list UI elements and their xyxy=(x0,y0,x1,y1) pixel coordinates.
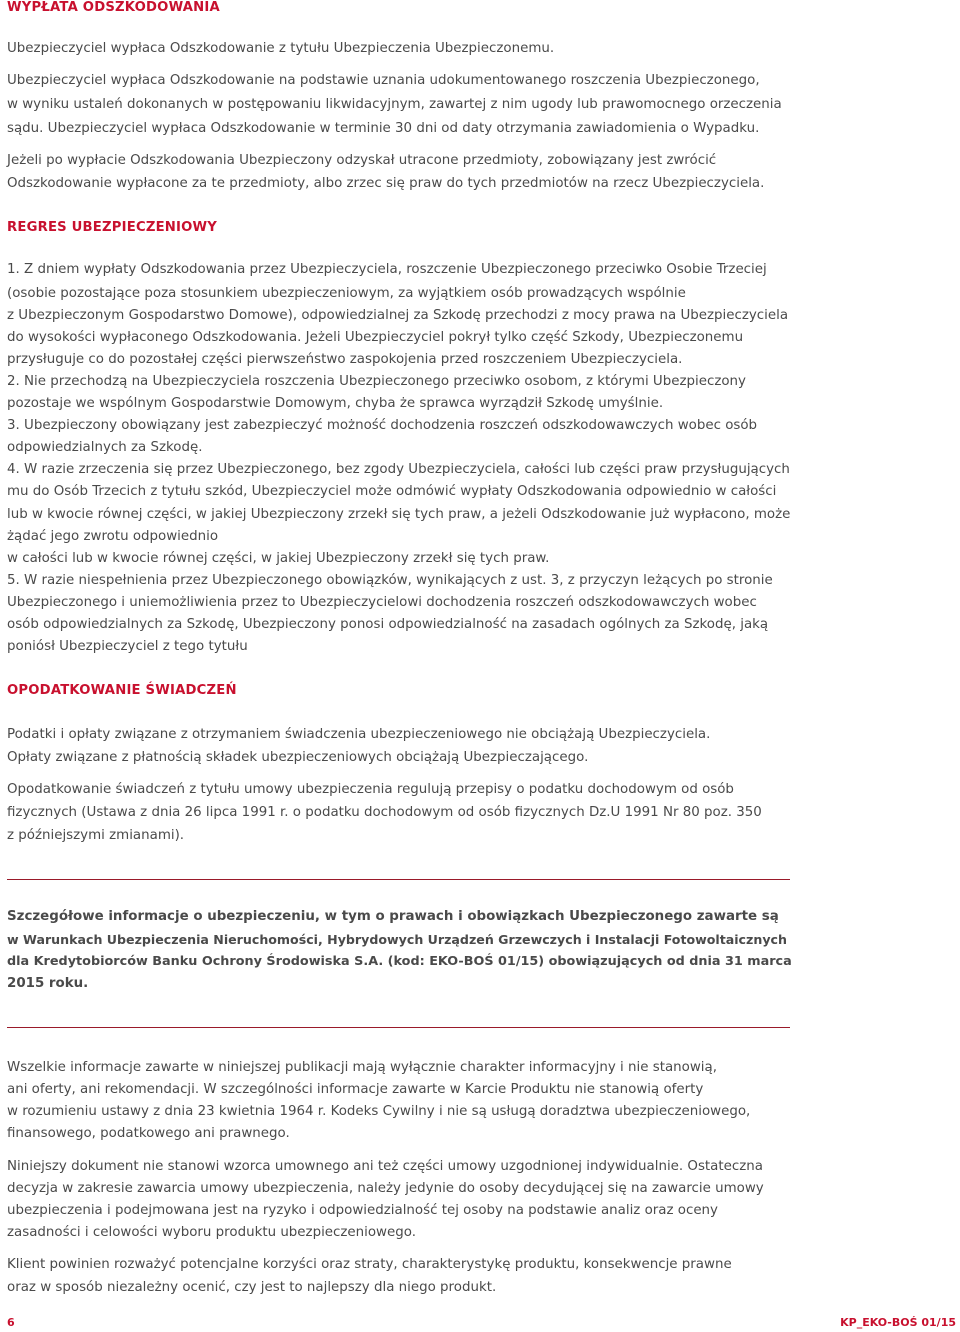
disclaimer-line: Wszelkie informacje zawarte w niniejszej publikacji mają wyłącznie charakter informacyjny i nie stanowią, xyxy=(7,1060,717,1075)
paragraph-line: w całości lub w kwocie równej części, w jakiej Ubezpieczony zrzekł się tych praw. xyxy=(7,551,550,566)
details-line: dla Kredytobiorców Banku Ochrony Środowiska S.A. (kod: EKO-BOŚ 01/15) obowiązujących od dnia 31 marca xyxy=(7,954,792,969)
paragraph-line: 3. Ubezpieczony obowiązany jest zabezpieczyć możność dochodzenia roszczeń odszkodowawczych wobec osób xyxy=(7,418,758,433)
paragraph-line: 1. Z dniem wypłaty Odszkodowania przez Ubezpieczyciela, roszczenie Ubezpieczonego przeciwko Osobie Trzeciej xyxy=(7,262,767,277)
paragraph-line: Ubezpieczonego i uniemożliwienia przez to Ubezpieczycielowi dochodzenia roszczeń odszkodowawczych wobec xyxy=(7,595,757,610)
paragraph-line: żądać jego zwrotu odpowiednio xyxy=(7,529,219,544)
paragraph-line: przysługuje co do pozostałej części pierwszeństwo zaspokojenia przed roszczeniem Ubezpieczyciela. xyxy=(7,352,683,367)
details-line: Szczegółowe informacje o ubezpieczeniu, w tym o prawach i obowiązkach Ubezpieczonego zawarte są xyxy=(7,909,779,924)
paragraph-line: z Ubezpieczonym Gospodarstwo Domowe), odpowiedzialnej za Szkodę przechodzi z mocy prawa na Ubezpieczyciela xyxy=(7,308,789,323)
paragraph-line: Odszkodowanie wypłacone za te przedmioty, albo zrzec się praw do tych przedmiotów na rzecz Ubezpieczyciela. xyxy=(7,176,765,191)
paragraph-line: (osobie pozostające poza stosunkiem ubezpieczeniowym, za wyjątkiem osób prowadzących wspólnie xyxy=(7,286,686,301)
disclaimer-line: finansowego, podatkowego ani prawnego. xyxy=(7,1126,290,1141)
document-code: KP_EKO-BOŚ 01/15 xyxy=(840,1316,956,1329)
paragraph-line: osób odpowiedzialnych za Szkodę, Ubezpieczony ponosi odpowiedzialność na zasadach ogólnych za Szkodę, jaką xyxy=(7,617,769,632)
details-line: 2015 roku. xyxy=(7,976,89,991)
paragraph-line: Opodatkowanie świadczeń z tytułu umowy ubezpieczenia regulują przepisy o podatku dochodowym od osób xyxy=(7,782,734,797)
details-line: w Warunkach Ubezpieczenia Nieruchomości, Hybrydowych Urządzeń Grzewczych i Instalacji Fotowoltaicznych xyxy=(7,932,787,947)
paragraph-line: mu do Osób Trzecich z tytułu szkód, Ubezpieczyciel może odmówić wypłaty Odszkodowania odpowiednio w całości xyxy=(7,484,777,499)
page-number: 6 xyxy=(7,1316,15,1329)
paragraph-line: odpowiedzialnych za Szkodę. xyxy=(7,440,203,455)
paragraph-line: 2. Nie przechodzą na Ubezpieczyciela roszczenia Ubezpieczonego przeciwko osobom, z którymi Ubezpieczony xyxy=(7,374,746,389)
disclaimer-line: oraz w sposób niezależny ocenić, czy jest to najlepszy dla niego produkt. xyxy=(7,1280,497,1295)
divider xyxy=(7,879,790,880)
paragraph-line: Jeżeli po wypłacie Odszkodowania Ubezpieczony odzyskał utracone przedmioty, zobowiązany jest zwrócić xyxy=(7,153,717,168)
paragraph-line: lub w kwocie równej części, w jakiej Ubezpieczony zrzekł się tych praw, a jeżeli Odszkodowanie już wypłacono, może xyxy=(7,507,791,522)
paragraph-line: pozostaje we wspólnym Gospodarstwie Domowym, chyba że sprawca wyrządził Szkodę umyślnie. xyxy=(7,396,664,411)
paragraph-line: sądu. Ubezpieczyciel wypłaca Odszkodowanie w terminie 30 dni od daty otrzymania zawiadomienia o Wypadku. xyxy=(7,121,760,136)
section-heading-opodatkowanie: OPODATKOWANIE ŚWIADCZEŃ xyxy=(7,683,237,698)
disclaimer-line: w rozumieniu ustawy z dnia 23 kwietnia 1964 r. Kodeks Cywilny i nie są usługą doradztwa ubezpieczeniowego, xyxy=(7,1104,751,1119)
paragraph-line: Opłaty związane z płatnością składek ubezpieczeniowych obciążają Ubezpieczającego. xyxy=(7,750,589,765)
disclaimer-line: decyzja w zakresie zawarcia umowy ubezpieczenia, należy jedynie do osoby decydującej się na zawarcie umowy xyxy=(7,1181,764,1196)
paragraph-line: do wysokości wypłaconego Odszkodowania. Jeżeli Ubezpieczyciel pokrył tylko część Szkody, Ubezpieczonemu xyxy=(7,330,744,345)
paragraph-line: w wyniku ustaleń dokonanych w postępowaniu likwidacyjnym, zawartej z nim ugody lub prawomocnego orzeczenia xyxy=(7,97,782,112)
paragraph-line: fizycznych (Ustawa z dnia 26 lipca 1991 r. o podatku dochodowym od osób fizycznych Dz.U 1991 Nr 80 poz. 350 xyxy=(7,805,762,820)
paragraph-line: poniósł Ubezpieczyciel z tego tytułu xyxy=(7,639,248,654)
paragraph-line: Ubezpieczyciel wypłaca Odszkodowanie z tytułu Ubezpieczenia Ubezpieczonemu. xyxy=(7,41,555,56)
section-heading-wyplata: WYPŁATA ODSZKODOWANIA xyxy=(7,0,220,15)
paragraph-line: Ubezpieczyciel wypłaca Odszkodowanie na podstawie uznania udokumentowanego roszczenia Ubezpieczonego, xyxy=(7,73,760,88)
paragraph-line: z późniejszymi zmianami). xyxy=(7,828,185,843)
divider xyxy=(7,1027,790,1028)
disclaimer-line: Niniejszy dokument nie stanowi wzorca umownego ani też części umowy uzgodnionej indywidualnie. Ostateczna xyxy=(7,1159,763,1174)
section-heading-regres: REGRES UBEZPIECZENIOWY xyxy=(7,220,218,235)
disclaimer-line: Klient powinien rozważyć potencjalne korzyści oraz straty, charakterystykę produktu, konsekwencje prawne xyxy=(7,1257,732,1272)
disclaimer-line: ubezpieczenia i podejmowana jest na ryzyko i odpowiedzialność tej osoby na podstawie analiz oraz oceny xyxy=(7,1203,718,1218)
paragraph-line: Podatki i opłaty związane z otrzymaniem świadczenia ubezpieczeniowego nie obciążają Ubezpieczyciela. xyxy=(7,727,711,742)
paragraph-line: 4. W razie zrzeczenia się przez Ubezpieczonego, bez zgody Ubezpieczyciela, całości lub części praw przysługujących xyxy=(7,462,790,477)
disclaimer-line: zasadności i celowości wyboru produktu ubezpieczeniowego. xyxy=(7,1225,416,1240)
paragraph-line: 5. W razie niespełnienia przez Ubezpieczonego obowiązków, wynikających z ust. 3, z przyczyn leżących po stronie xyxy=(7,573,773,588)
disclaimer-line: ani oferty, ani rekomendacji. W szczególności informacje zawarte w Karcie Produktu nie stanowią oferty xyxy=(7,1082,704,1097)
